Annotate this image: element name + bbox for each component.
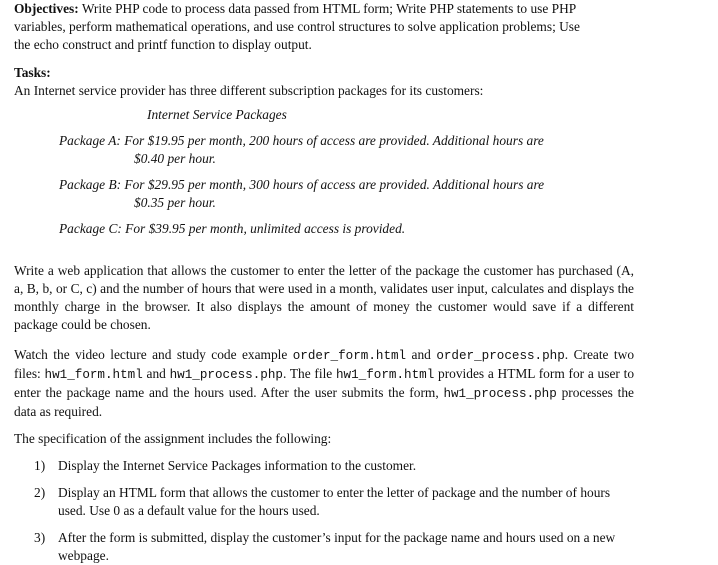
code-order-process: order_process.php xyxy=(436,349,565,363)
instructions-text-1: Watch the video lecture and study code example xyxy=(14,347,293,362)
objectives-line-3: the echo construct and printf function to display output. xyxy=(14,37,312,52)
list-item-text: After the form is submitted, display the customer’s input for the package name and hours used on a new webpage. xyxy=(58,530,616,563)
code-hw1-process: hw1_process.php xyxy=(169,368,283,382)
assignment-document xyxy=(14,0,634,565)
list-item xyxy=(14,457,634,475)
code-hw1-form-2: hw1_form.html xyxy=(336,368,435,382)
package-a-line-2: $0.40 per hour. xyxy=(134,151,216,166)
package-a xyxy=(59,132,634,168)
package-c-line-1: Package C: For $39.95 per month, unlimited access is provided. xyxy=(59,221,406,236)
package-b xyxy=(59,176,634,212)
objectives-label: Objectives: xyxy=(14,1,79,16)
package-b-line-2: $0.35 per hour. xyxy=(134,195,216,210)
code-hw1-process-2: hw1_process.php xyxy=(443,387,557,401)
list-item-number: 1) xyxy=(34,458,46,473)
objectives-paragraph xyxy=(14,0,634,54)
specification-intro: The specification of the assignment includes the following: xyxy=(14,431,332,446)
package-b-line-1: Package B: For $29.95 per month, 300 hours of access are provided. Additional hours are xyxy=(59,177,545,192)
instructions-text-5: . The file xyxy=(282,366,336,381)
tasks-intro: An Internet service provider has three different subscription packages for its customers: xyxy=(14,83,484,98)
instructions-paragraph xyxy=(14,346,634,421)
instructions-text-6: provides a HTML form for a user to enter the package name and the hours used. After the user submits the form, xyxy=(14,366,635,400)
list-item xyxy=(14,484,634,520)
list-item-number: 3) xyxy=(34,530,46,545)
instructions-text-2: and xyxy=(406,347,437,362)
instructions-text-3: . Create two files: xyxy=(14,347,635,381)
description-paragraph: Write a web application that allows the customer to enter the letter of the package the customer has purchased (A, a, B, b, or C, c) and the number of hours that were used in a month, validates user input, calculates and displays the monthly charge in the browser. It also displays the amount of money the customer would save if a different package could be chosen. xyxy=(14,263,634,332)
list-item-number: 2) xyxy=(34,485,46,500)
specification-list xyxy=(14,457,634,565)
package-a-line-1: Package A: For $19.95 per month, 200 hours of access are provided. Additional hours are xyxy=(59,133,544,148)
instructions-text-4: and xyxy=(142,366,170,381)
code-hw1-form: hw1_form.html xyxy=(44,368,143,382)
packages-title: Internet Service Packages xyxy=(147,107,287,122)
instructions-text-7: processes the data as required. xyxy=(14,385,634,419)
list-item-text: Display an HTML form that allows the customer to enter the letter of package and the number of hours used. Use 0 as a default value for the hours used. xyxy=(58,485,611,518)
package-c xyxy=(59,220,634,238)
list-item xyxy=(14,529,634,565)
objectives-line-1: Write PHP code to process data passed from HTML form; Write PHP statements to use PHP xyxy=(81,1,577,16)
objectives-line-2: variables, perform mathematical operations, and use control structures to solve application problems; Use xyxy=(14,19,580,34)
code-order-form: order_form.html xyxy=(292,349,407,363)
list-item-text: Display the Internet Service Packages information to the customer. xyxy=(58,458,417,473)
tasks-heading: Tasks: xyxy=(14,65,51,80)
